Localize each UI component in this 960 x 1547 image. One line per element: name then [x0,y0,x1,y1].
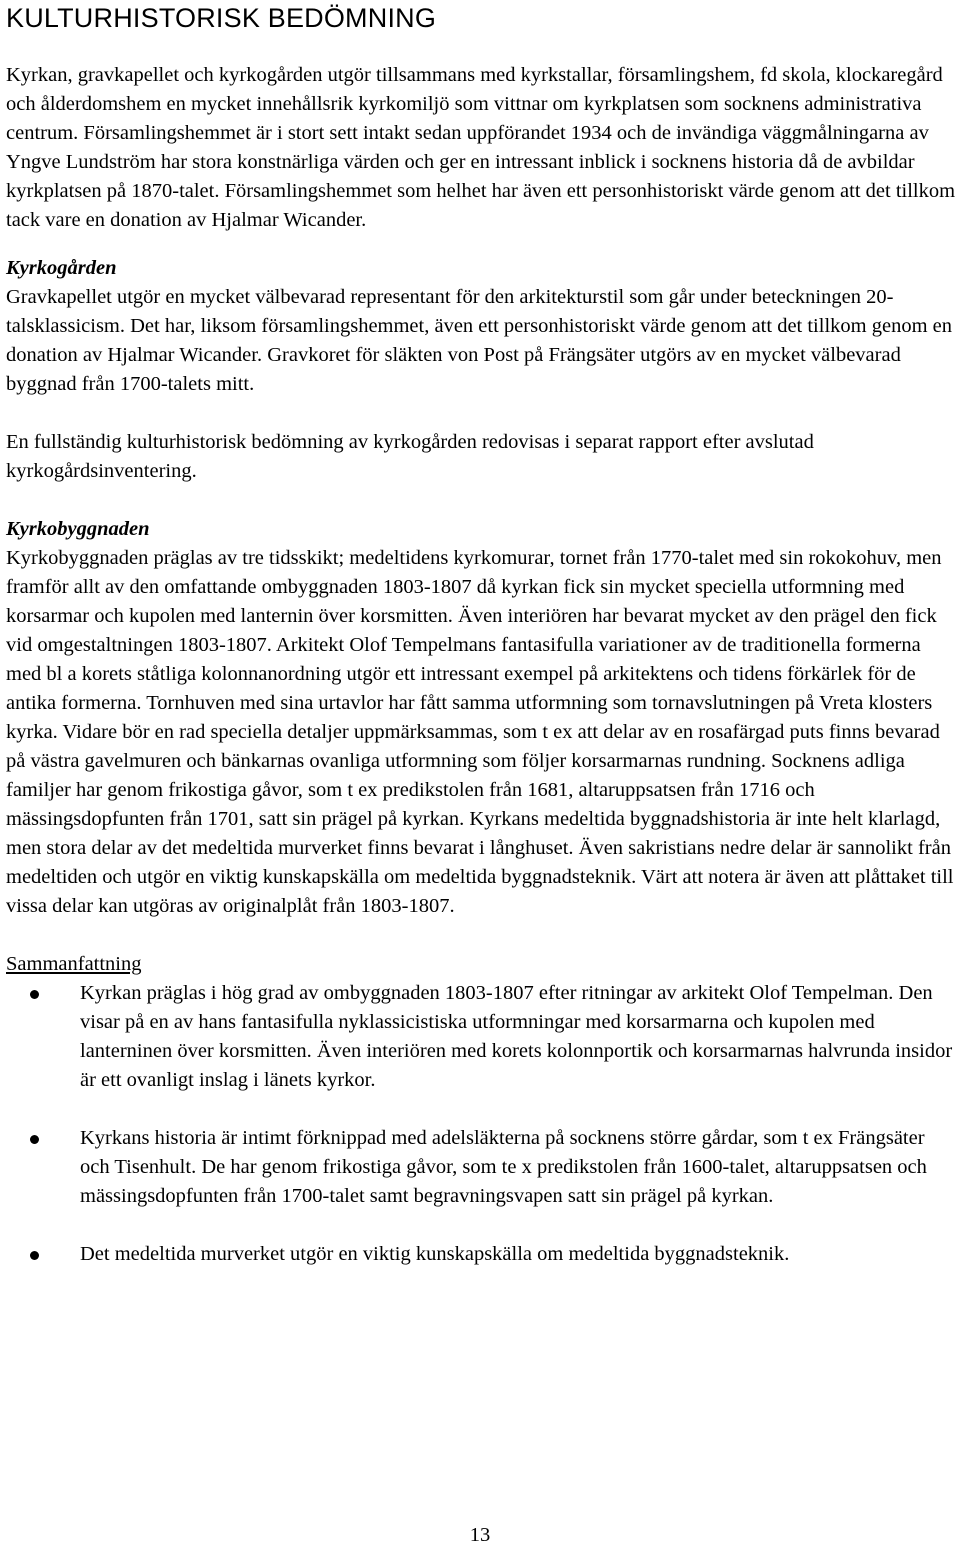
full-assessment-paragraph: En fullständig kulturhistorisk bedömning av kyrkogården redovisas i separat rapport efter avslutad kyrkogårdsinventering. [6,431,814,482]
sammanfattning-heading: Sammanfattning [6,953,142,975]
summary-item-text: Kyrkans historia är intimt förknippad med adelsläkterna på socknens större gårdar, som t ex Frängsäter och Tisenhult. De har genom frikostiga gåvor, som te x predikstolen från 1600-talet, altaruppsatsen och mässingsdopfunten från 1700-talet samt begravningsvapen satt sin prägel på kyrkan. [80,1127,927,1207]
summary-item-text: Det medeltida murverket utgör en viktig kunskapskälla om medeltida byggnadsteknik. [80,1243,790,1265]
summary-item [6,1240,956,1269]
document-title: KULTURHISTORISK BEDÖMNING [6,3,437,33]
kyrkobyggnaden-heading: Kyrkobyggnaden [6,518,150,540]
summary-list [6,979,956,1269]
bullet-icon [30,1251,39,1260]
kyrkogarden-paragraph: Gravkapellet utgör en mycket välbevarad representant för den arkitekturstil som går under beteckningen 20-talsklassicism. Det har, liksom församlingshemmet, även ett personhistoriskt värde genom att det tillkom genom en donation av Hjalmar Wicander. Gravkoret för släkten von Post på Frängsäter utgörs av en mycket välbevarad byggnad från 1700-talets mitt. [6,286,952,395]
intro-paragraph: Kyrkan, gravkapellet och kyrkogården utgör tillsammans med kyrkstallar, församlingshem, fd skola, klockaregård och ålderdomshem en mycket innehållsrik kyrkomiljö som vittnar om kyrkplatsen som socknens administrativa centrum. Församlingshemmet är i stort sett intakt sedan uppförandet 1934 och de invändiga väggmålningarna av Yngve Lundström har stora konstnärliga värden och ger en intressant inblick i socknens historia då de avbildar kyrkplatsen på 1870-talet. Församlingshemmet som helhet har även ett personhistoriskt värde genom att det tillkom tack vare en donation av Hjalmar Wicander. [6,64,956,231]
kyrkobyggnaden-paragraph: Kyrkobyggnaden präglas av tre tidsskikt; medeltidens kyrkomurar, tornet från 1770-talet med sin rokokohuv, men framför allt av den omfattande ombyggnaden 1803-1807 då kyrkan fick sin mycket speciella utformning med korsarmar och kupolen med lanternin över korsmitten. Även interiören har bevarat mycket av den prägel den fick vid omgestaltningen 1803-1807. Arkitekt Olof Tempelmans fantasifulla variationer av de traditionella formerna med bl a korets ståtliga kolonnanordning utgör ett intressant exempel på arkitektens och tidens förkärlek för de antika formerna. Tornhuven med sina urtavlor har fått samma utformning som tornavslutningen på Vreta klosters kyrka. Vidare bör en rad speciella detaljer uppmärksammas, som t ex att delar av en rosafärgad puts finns bevarad på västra gavelmuren och bänkarnas ovanliga utformning som följer korsarmarnas rundning. Socknens adliga familjer har genom frikostiga gåvor, som t ex predikstolen från 1681, altaruppsatsen från 1716 och mässingsdopfunten från 1701, satt sin prägel på kyrkan. Kyrkans medeltida byggnadshistoria är inte helt klarlagd, men stora delar av det medeltida murverket finns bevarat i långhuset. Även sakristians nedre delar är sannolikt från medeltiden och utgör en viktig kunskapskälla om medeltida byggnadsteknik. Värt att notera är även att plåttaket till vissa delar kan utgöras av originalplåt från 1803-1807. [6,547,954,917]
document-page [6,0,956,1269]
bullet-icon [30,1135,39,1144]
kyrkogarden-heading: Kyrkogården [6,257,117,279]
summary-item-text: Kyrkan präglas i hög grad av ombyggnaden 1803-1807 efter ritningar av arkitekt Olof Tempelman. Den visar på en av hans fantasifulla nyklassicistiska utformningar med korsarmarna och kupolen med lanterninen över korsmitten. Även interiören med korets kolonnportik och korsarmarnas halvrunda insidor är ett ovanligt inslag i länets kyrkor. [80,982,953,1091]
bullet-icon [30,990,39,999]
summary-item [6,1124,956,1211]
summary-item [6,979,956,1095]
page-number: 13 [469,1524,491,1546]
